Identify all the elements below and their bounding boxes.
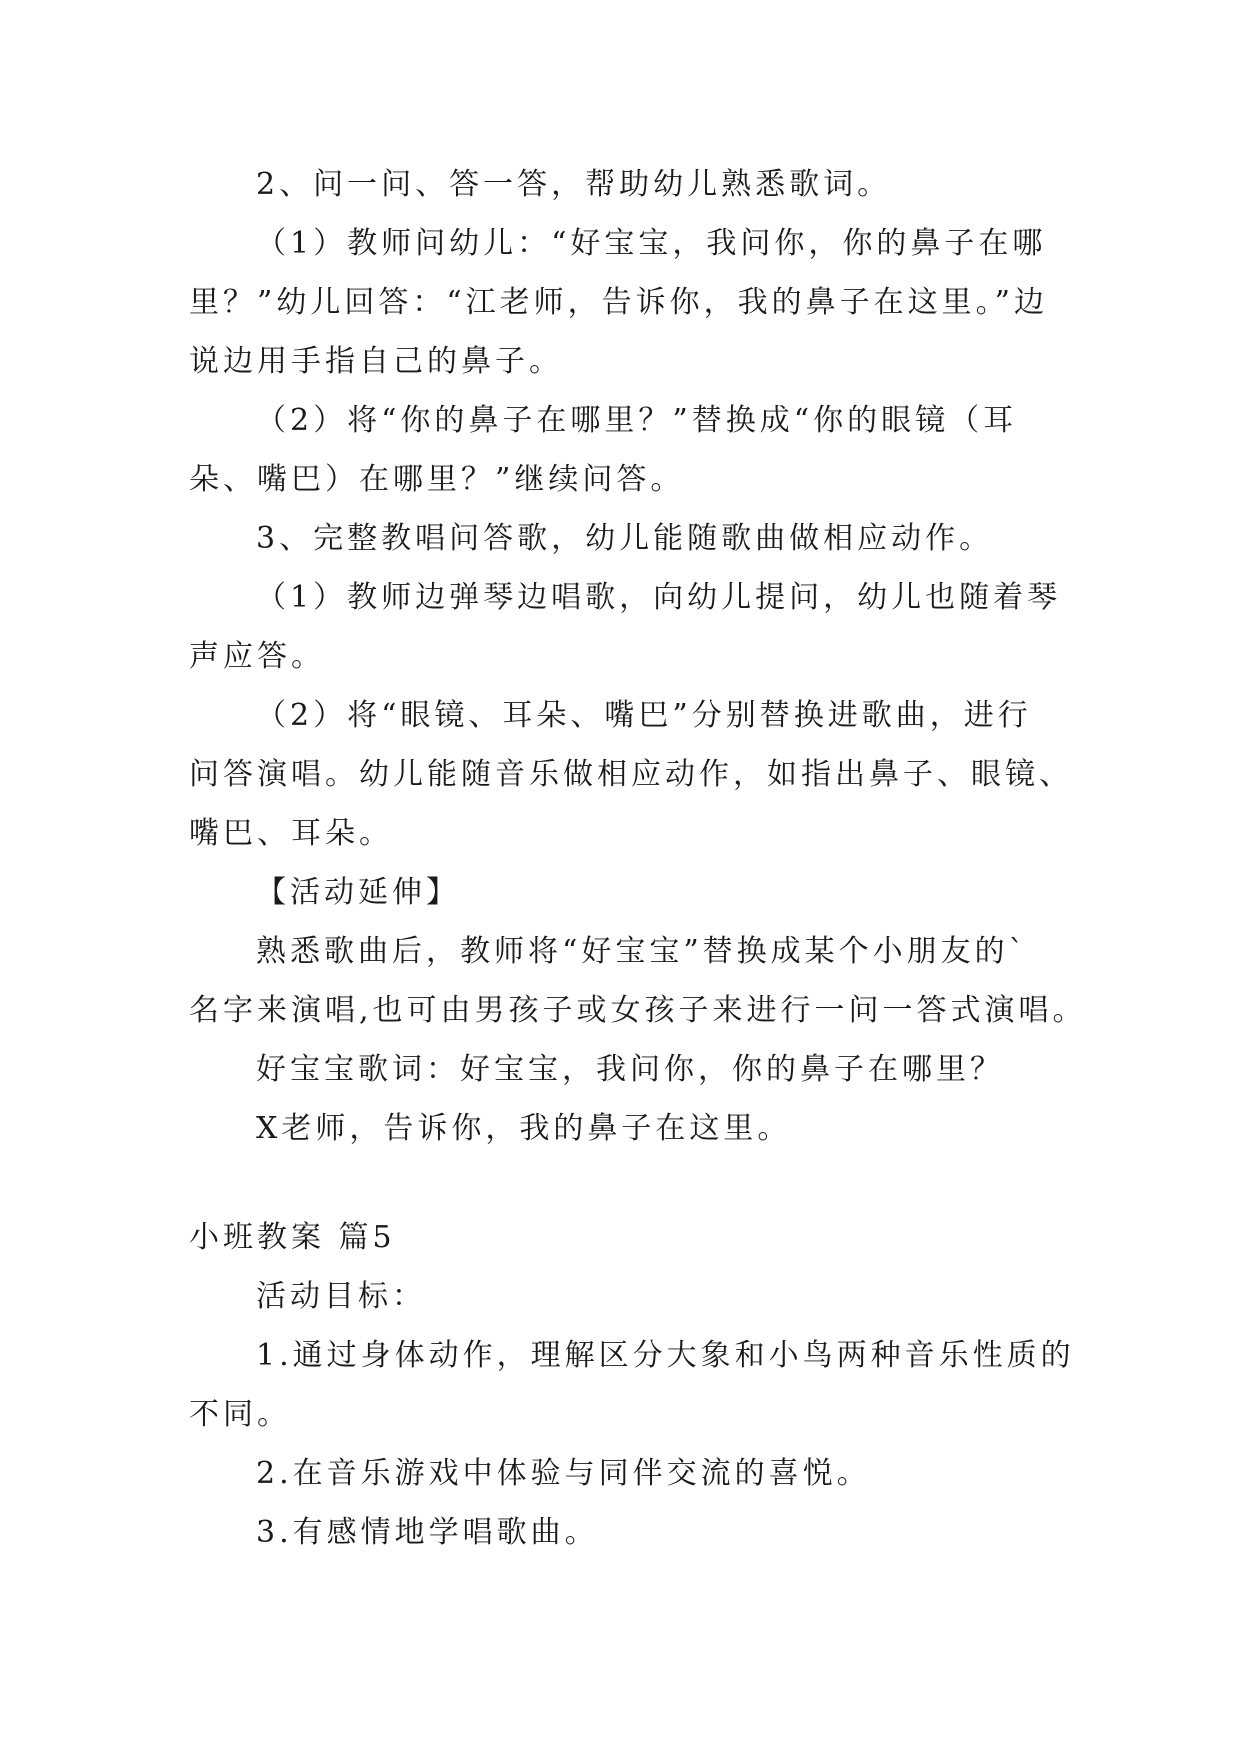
paragraph-extension-line2: 名字来演唱,也可由男孩子或女孩子来进行一问一答式演唱。 [189,993,1087,1028]
lyrics-line2: X老师，告诉你，我的鼻子在这里。 [256,1111,792,1146]
paragraph-extension-line1: 熟悉歌曲后，教师将“好宝宝”替换成某个小朋友的` [256,934,1028,969]
paragraph-step-3: 3、完整教唱问答歌，幼儿能随歌曲做相应动作。 [256,521,994,556]
paragraph-step-3-1-line1: （1）教师边弹琴边唱歌，向幼儿提问，幼儿也随着琴 [256,580,1062,615]
section-heading-extension: 【活动延伸】 [256,875,460,910]
paragraph-step-2: 2、问一问、答一答，帮助幼儿熟悉歌词。 [256,167,892,202]
paragraph-step-3-2-line1: （2）将“眼镜、耳朵、嘴巴”分别替换进歌曲，进行 [256,698,1032,733]
lyrics-line1: 好宝宝歌词：好宝宝，我问你，你的鼻子在哪里？ [256,1052,1004,1087]
goal-3: 3.有感情地学唱歌曲。 [256,1515,599,1550]
goal-2: 2.在音乐游戏中体验与同伴交流的喜悦。 [256,1456,871,1491]
paragraph-step-3-2-line3: 嘴巴、耳朵。 [189,816,393,851]
paragraph-step-3-1-line2: 声应答。 [189,639,325,674]
paragraph-step-2-2-line1: （2）将“你的鼻子在哪里？”替换成“你的眼镜（耳 [256,403,1018,438]
paragraph-step-2-1-line3: 说边用手指自己的鼻子。 [189,344,563,379]
paragraph-step-2-1-line2: 里？”幼儿回答：“江老师，告诉你，我的鼻子在这里。”边 [189,285,1049,320]
paragraph-step-3-2-line2: 问答演唱。幼儿能随音乐做相应动作，如指出鼻子、眼镜、 [189,757,1073,792]
lesson-title: 小班教案 篇5 [189,1220,396,1255]
paragraph-step-2-2-line2: 朵、嘴巴）在哪里？”继续问答。 [189,462,685,497]
paragraph-step-2-1-line1: （1）教师问幼儿：“好宝宝，我问你，你的鼻子在哪 [256,226,1047,261]
goal-1-line1: 1.通过身体动作，理解区分大象和小鸟两种音乐性质的 [256,1338,1075,1373]
goal-1-line2: 不同。 [189,1397,291,1432]
section-heading-goals: 活动目标： [256,1279,426,1314]
